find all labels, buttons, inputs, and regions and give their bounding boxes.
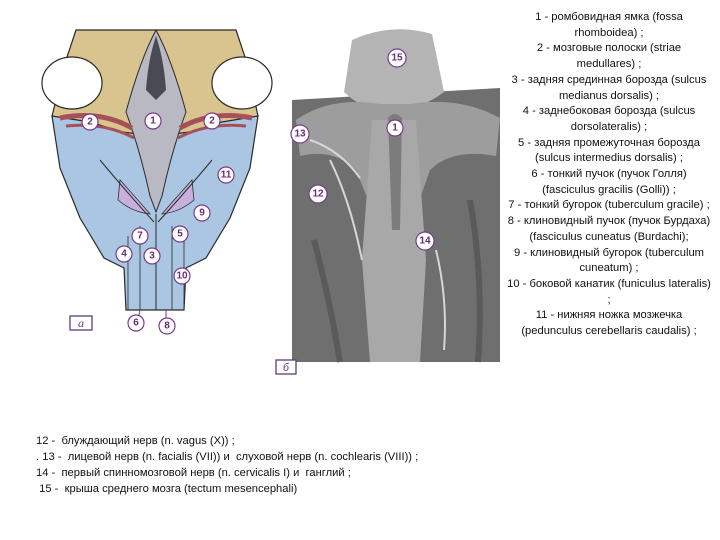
svg-text:8: 8: [164, 320, 170, 332]
svg-text:15: 15: [391, 52, 403, 64]
svg-text:1: 1: [392, 122, 398, 134]
svg-text:б: б: [282, 360, 290, 374]
figure-b-photo: [276, 22, 500, 374]
legend-right: 1 - ромбовидная ямка (fossa rhomboidea) ; 2 - мозговые полоски (striae medullares) ; 3 - задняя срединная борозда (sulcus medianus dorsalis) ; 4 - заднебоковая борозда (sulcus dorsolateralis) ; 5 - задняя промежуточная борозда (sulcus intermedius dorsalis) ; 6 - тонкий пучок (пучок Голля) (fasciculus gracilis (Golli)) ; 7 - тонкий бугорок (tuberculum gracile) ; 8 - клиновидный пучок (пучок Бурдаха) (fasciculus cuneatus (Burdachi); 9 - клиновидный бугорок (tuberculum cuneatum) ; 10 - боковой канатик (funiculus lateralis) ; 11 - нижняя ножка мозжечка (pedunculus cerebellaris caudalis) ;: [507, 11, 711, 338]
label-a-7: [132, 228, 148, 244]
label-a-11: [218, 167, 234, 183]
tectum-region: [344, 29, 444, 112]
label-b-13: [291, 125, 309, 143]
label-a-4: [116, 246, 132, 262]
label-b-1: [387, 120, 403, 136]
svg-text:12: 12: [312, 188, 324, 200]
label-b-12: [309, 185, 327, 203]
svg-text:13: 13: [294, 128, 306, 140]
left-lobe: [42, 57, 102, 109]
svg-text:6: 6: [133, 317, 139, 329]
svg-text:3: 3: [149, 250, 155, 262]
label-b-15: [388, 49, 406, 67]
svg-text:10: 10: [176, 270, 188, 282]
svg-text:14: 14: [419, 235, 431, 247]
svg-text:1: 1: [150, 115, 156, 127]
label-a-1: [145, 113, 161, 129]
label-a-2-right: [204, 113, 220, 129]
svg-text:5: 5: [177, 228, 183, 240]
label-a-2-left: [82, 114, 98, 130]
label-a-9: [194, 205, 210, 221]
svg-text:4: 4: [121, 248, 127, 260]
right-lobe: [212, 57, 272, 109]
svg-text:9: 9: [199, 207, 205, 219]
figure-a-tag: [70, 316, 92, 330]
label-b-14: [416, 232, 434, 250]
figure-a-diagram: [42, 30, 272, 334]
label-a-5: [172, 226, 188, 242]
figure-b-tag: [276, 360, 296, 374]
svg-text:а: а: [78, 316, 84, 330]
legend-bottom: 12 - блуждающий нерв (n. vagus (X)) ; . 13 - лицевой нерв (n. facialis (VII)) и слуховой нерв (n. cochlearis (VIII)) ; 14 - первый спинномозговой нерв (n. cervicalis I) и ганглий ; 15 - крыша среднего мозга (tectum mesencephali): [36, 435, 419, 495]
label-a-8: [159, 318, 175, 334]
svg-text:7: 7: [137, 230, 143, 242]
label-a-10: [174, 268, 190, 284]
svg-text:2: 2: [209, 115, 215, 127]
label-a-3: [144, 248, 160, 264]
svg-text:2: 2: [87, 116, 93, 128]
label-a-6: [128, 315, 144, 331]
svg-text:11: 11: [220, 169, 232, 181]
